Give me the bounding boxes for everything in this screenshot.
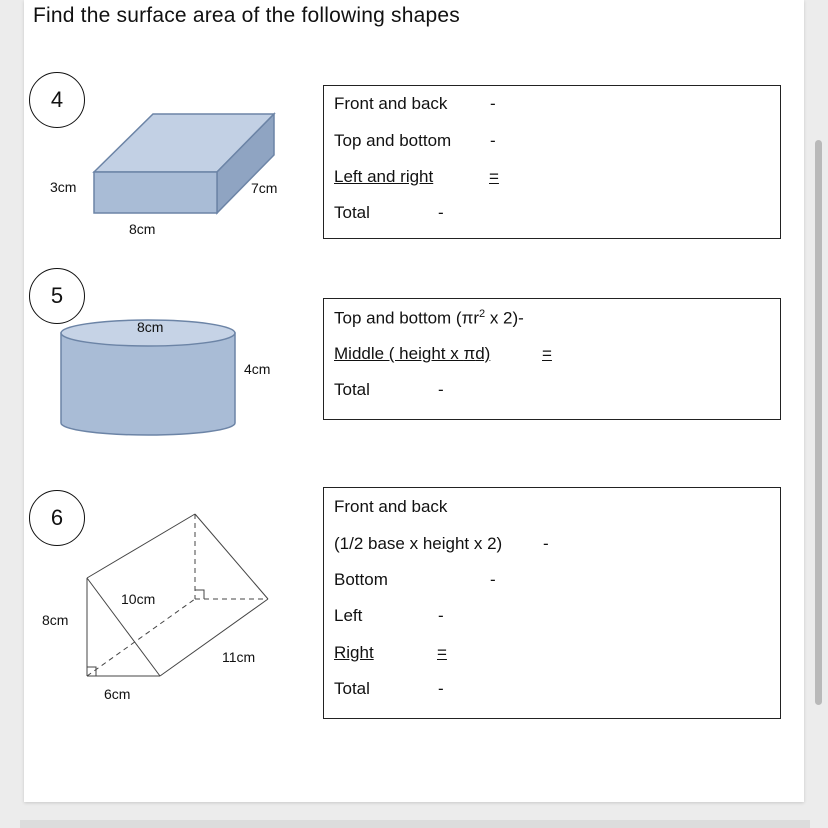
q5-line-top-bottom-pre: Top and bottom (	[334, 308, 462, 328]
cylinder-height-label: 4cm	[244, 361, 271, 377]
q5-line-middle-label: Middle ( height x	[334, 344, 464, 363]
q6-line-half-base-height: (1/2 base x height x 2)	[334, 534, 503, 553]
q5-middle-pi-symbol: π	[463, 344, 476, 363]
q5-line-middle-end: d)	[475, 344, 491, 363]
cuboid-width-label: 8cm	[129, 221, 156, 237]
question-number-4: 4	[29, 72, 85, 128]
q5-mark-total: -	[438, 380, 444, 399]
cuboid-depth-label: 7cm	[251, 180, 278, 196]
q6-mark-half-base-height: -	[543, 534, 549, 553]
q4-mark-total: -	[438, 203, 444, 222]
q4-line-total: Total	[334, 203, 370, 222]
prism-slant-label: 10cm	[121, 591, 156, 607]
q6-line-right: Right	[334, 643, 374, 662]
question-number-5: 5	[29, 268, 85, 324]
q4-mark-top-bottom: -	[490, 131, 496, 150]
q4-mark-front-back: -	[490, 94, 496, 113]
cuboid-height-label: 3cm	[50, 179, 77, 195]
q4-line-top-bottom: Top and bottom	[334, 131, 452, 150]
q5-mark-middle: =	[542, 344, 552, 363]
q5-radius-symbol: r	[473, 308, 479, 328]
prism-height-label: 8cm	[42, 612, 69, 628]
q5-line-total: Total	[334, 380, 370, 399]
prism-length-label: 11cm	[222, 649, 256, 665]
q6-line-bottom: Bottom	[334, 570, 388, 589]
q5-pi-symbol: π	[461, 308, 474, 328]
q4-line-front-back: Front and back	[334, 94, 448, 113]
answer-box-6	[323, 487, 781, 719]
question-number-6: 6	[29, 490, 85, 546]
q4-mark-left-right: =	[489, 167, 499, 186]
q6-line-front-back: Front and back	[334, 497, 448, 516]
page-title: Find the surface area of the following shapes	[33, 4, 460, 27]
cylinder-diameter-label: 8cm	[137, 319, 164, 335]
q6-mark-bottom: -	[490, 570, 496, 589]
q6-mark-total: -	[438, 679, 444, 698]
q5-squared: 2	[478, 308, 486, 320]
q6-mark-right: =	[437, 643, 447, 662]
prism-base-label: 6cm	[104, 686, 131, 702]
q6-line-total: Total	[334, 679, 370, 698]
q6-line-left: Left	[334, 606, 363, 625]
q4-line-left-right: Left and right	[334, 167, 434, 186]
q5-line-top-bottom-post: x 2)-	[485, 308, 524, 328]
q6-mark-left: -	[438, 606, 444, 625]
